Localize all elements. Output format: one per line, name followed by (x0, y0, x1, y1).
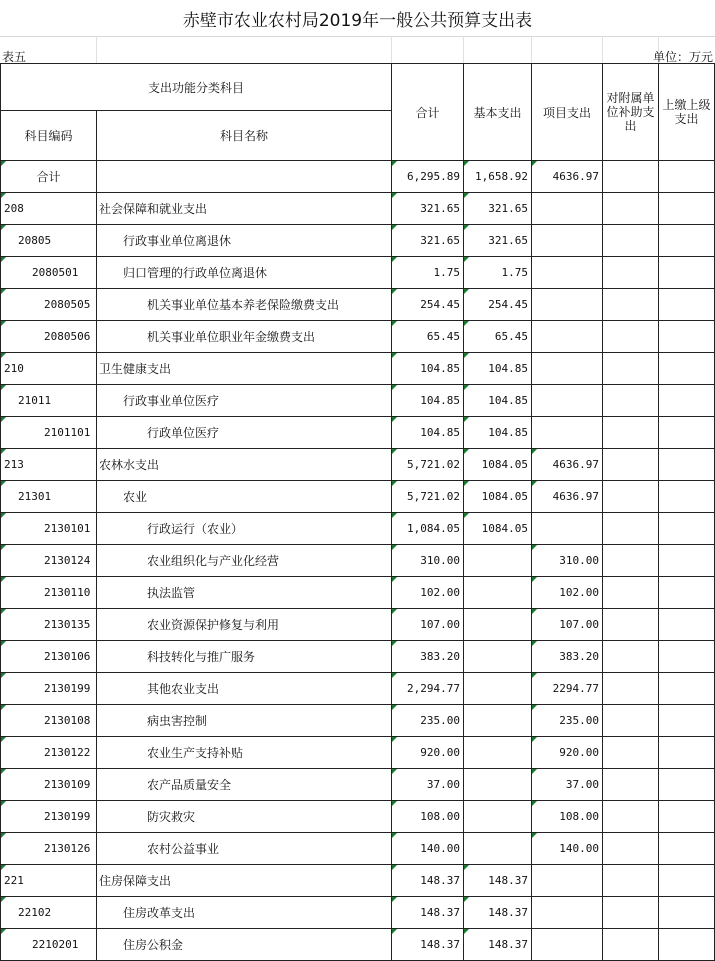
cell-project: 108.00 (532, 801, 603, 833)
cell-name: 卫生健康支出 (97, 353, 392, 385)
cell-total: 254.45 (392, 289, 464, 321)
cell-code: 2210201 (1, 929, 97, 961)
cell-code: 2130124 (1, 545, 97, 577)
cell-basic: 148.37 (464, 897, 532, 929)
cell-subsidy (603, 545, 659, 577)
cell-upper (659, 513, 715, 545)
cell-total: 104.85 (392, 385, 464, 417)
cell-total: 140.00 (392, 833, 464, 865)
cell-code: 2130106 (1, 641, 97, 673)
table-label: 表五 (2, 50, 27, 64)
cell-upper (659, 385, 715, 417)
cell-code: 221 (1, 865, 97, 897)
cell-name: 病虫害控制 (97, 705, 392, 737)
cell-total: 5,721.02 (392, 481, 464, 513)
cell-name: 行政事业单位医疗 (97, 385, 392, 417)
cell-upper (659, 833, 715, 865)
cell-upper (659, 865, 715, 897)
cell-upper (659, 225, 715, 257)
cell-basic: 104.85 (464, 417, 532, 449)
cell-basic: 254.45 (464, 289, 532, 321)
table-row (1, 257, 715, 289)
cell-basic (464, 705, 532, 737)
cell-basic (464, 545, 532, 577)
cell-code: 合计 (1, 161, 97, 193)
cell-upper (659, 641, 715, 673)
cell-project (532, 257, 603, 289)
table-row (1, 929, 715, 961)
table-row (1, 225, 715, 257)
cell-total: 2,294.77 (392, 673, 464, 705)
cell-total: 321.65 (392, 225, 464, 257)
cell-subsidy (603, 449, 659, 481)
table-row (1, 737, 715, 769)
cell-subsidy (603, 897, 659, 929)
cell-project (532, 929, 603, 961)
cell-name (97, 161, 392, 193)
cell-basic (464, 673, 532, 705)
cell-upper (659, 353, 715, 385)
table-row (1, 449, 715, 481)
cell-subsidy (603, 833, 659, 865)
cell-name: 其他农业支出 (97, 673, 392, 705)
cell-upper (659, 193, 715, 225)
cell-code: 2130199 (1, 801, 97, 833)
cell-name: 防灾救灾 (97, 801, 392, 833)
cell-total: 1.75 (392, 257, 464, 289)
table-row (1, 385, 715, 417)
table-row (1, 481, 715, 513)
cell-upper (659, 545, 715, 577)
table-row (1, 609, 715, 641)
header-upper: 上缴上级支出 (659, 64, 715, 161)
cell-upper (659, 609, 715, 641)
cell-basic: 104.85 (464, 353, 532, 385)
table-body (1, 161, 715, 961)
cell-code: 2130110 (1, 577, 97, 609)
cell-subsidy (603, 609, 659, 641)
header-code: 科目编码 (1, 111, 97, 161)
cell-project (532, 865, 603, 897)
cell-upper (659, 801, 715, 833)
cell-subsidy (603, 737, 659, 769)
cell-code: 2080501 (1, 257, 97, 289)
cell-name: 住房保障支出 (97, 865, 392, 897)
table-row (1, 417, 715, 449)
cell-code: 2130122 (1, 737, 97, 769)
cell-upper (659, 289, 715, 321)
cell-upper (659, 449, 715, 481)
cell-upper (659, 705, 715, 737)
cell-upper (659, 673, 715, 705)
cell-basic: 1084.05 (464, 481, 532, 513)
cell-name: 机关事业单位基本养老保险缴费支出 (97, 289, 392, 321)
cell-subsidy (603, 321, 659, 353)
cell-total: 6,295.89 (392, 161, 464, 193)
cell-basic (464, 609, 532, 641)
cell-total: 321.65 (392, 193, 464, 225)
table-meta-row (0, 36, 715, 64)
cell-subsidy (603, 193, 659, 225)
table-row (1, 577, 715, 609)
cell-basic: 148.37 (464, 929, 532, 961)
cell-subsidy (603, 865, 659, 897)
cell-code: 21301 (1, 481, 97, 513)
table-row (1, 289, 715, 321)
cell-subsidy (603, 929, 659, 961)
cell-name: 农村公益事业 (97, 833, 392, 865)
cell-subsidy (603, 513, 659, 545)
cell-upper (659, 737, 715, 769)
cell-name: 农产品质量安全 (97, 769, 392, 801)
cell-upper (659, 417, 715, 449)
cell-project (532, 417, 603, 449)
cell-name: 行政单位医疗 (97, 417, 392, 449)
cell-project: 235.00 (532, 705, 603, 737)
cell-name: 行政事业单位离退休 (97, 225, 392, 257)
cell-code: 2130109 (1, 769, 97, 801)
cell-upper (659, 929, 715, 961)
cell-code: 210 (1, 353, 97, 385)
cell-subsidy (603, 225, 659, 257)
cell-upper (659, 481, 715, 513)
cell-project: 37.00 (532, 769, 603, 801)
cell-basic (464, 577, 532, 609)
table-row (1, 641, 715, 673)
cell-basic: 65.45 (464, 321, 532, 353)
cell-basic: 1084.05 (464, 449, 532, 481)
cell-basic: 148.37 (464, 865, 532, 897)
cell-project: 107.00 (532, 609, 603, 641)
cell-total: 310.00 (392, 545, 464, 577)
table-row (1, 673, 715, 705)
cell-subsidy (603, 769, 659, 801)
table-row (1, 193, 715, 225)
cell-project: 920.00 (532, 737, 603, 769)
budget-table (0, 63, 715, 961)
cell-total: 102.00 (392, 577, 464, 609)
cell-subsidy (603, 481, 659, 513)
cell-project (532, 897, 603, 929)
cell-project: 4636.97 (532, 161, 603, 193)
cell-code: 2080505 (1, 289, 97, 321)
cell-code: 208 (1, 193, 97, 225)
cell-project: 383.20 (532, 641, 603, 673)
cell-total: 5,721.02 (392, 449, 464, 481)
cell-project: 140.00 (532, 833, 603, 865)
cell-project (532, 193, 603, 225)
cell-project: 4636.97 (532, 481, 603, 513)
table-row (1, 161, 715, 193)
cell-basic (464, 737, 532, 769)
table-row (1, 801, 715, 833)
cell-code: 2101101 (1, 417, 97, 449)
cell-basic (464, 801, 532, 833)
cell-project: 2294.77 (532, 673, 603, 705)
cell-upper (659, 769, 715, 801)
cell-total: 1,084.05 (392, 513, 464, 545)
cell-project (532, 225, 603, 257)
cell-code: 213 (1, 449, 97, 481)
cell-code: 2130101 (1, 513, 97, 545)
cell-total: 37.00 (392, 769, 464, 801)
header-name: 科目名称 (97, 111, 392, 161)
cell-subsidy (603, 289, 659, 321)
cell-subsidy (603, 161, 659, 193)
cell-total: 104.85 (392, 417, 464, 449)
cell-project (532, 289, 603, 321)
cell-basic (464, 641, 532, 673)
cell-subsidy (603, 801, 659, 833)
cell-basic: 1.75 (464, 257, 532, 289)
cell-name: 农业组织化与产业化经营 (97, 545, 392, 577)
table-row (1, 513, 715, 545)
cell-name: 机关事业单位职业年金缴费支出 (97, 321, 392, 353)
cell-name: 行政运行（农业） (97, 513, 392, 545)
cell-basic: 104.85 (464, 385, 532, 417)
table-row (1, 353, 715, 385)
cell-upper (659, 321, 715, 353)
cell-total: 107.00 (392, 609, 464, 641)
table-row (1, 769, 715, 801)
cell-basic: 1084.05 (464, 513, 532, 545)
cell-total: 148.37 (392, 929, 464, 961)
header-category: 支出功能分类科目 (1, 64, 392, 111)
cell-upper (659, 161, 715, 193)
cell-subsidy (603, 641, 659, 673)
cell-upper (659, 897, 715, 929)
cell-total: 148.37 (392, 897, 464, 929)
table-row (1, 897, 715, 929)
cell-name: 科技转化与推广服务 (97, 641, 392, 673)
cell-basic (464, 769, 532, 801)
cell-name: 社会保障和就业支出 (97, 193, 392, 225)
cell-subsidy (603, 705, 659, 737)
table-row (1, 865, 715, 897)
cell-upper (659, 257, 715, 289)
cell-code: 21011 (1, 385, 97, 417)
cell-code: 2130126 (1, 833, 97, 865)
cell-subsidy (603, 417, 659, 449)
cell-total: 148.37 (392, 865, 464, 897)
cell-name: 农业 (97, 481, 392, 513)
cell-total: 104.85 (392, 353, 464, 385)
cell-basic: 321.65 (464, 193, 532, 225)
cell-name: 农林水支出 (97, 449, 392, 481)
cell-code: 22102 (1, 897, 97, 929)
cell-basic (464, 833, 532, 865)
cell-subsidy (603, 385, 659, 417)
cell-code: 20805 (1, 225, 97, 257)
cell-basic: 321.65 (464, 225, 532, 257)
cell-project (532, 321, 603, 353)
cell-total: 235.00 (392, 705, 464, 737)
cell-total: 65.45 (392, 321, 464, 353)
header-basic: 基本支出 (464, 64, 532, 161)
cell-project (532, 353, 603, 385)
cell-subsidy (603, 577, 659, 609)
cell-subsidy (603, 257, 659, 289)
cell-project (532, 385, 603, 417)
cell-name: 住房改革支出 (97, 897, 392, 929)
cell-project: 310.00 (532, 545, 603, 577)
table-row (1, 321, 715, 353)
cell-code: 2130135 (1, 609, 97, 641)
cell-project: 4636.97 (532, 449, 603, 481)
table-row (1, 705, 715, 737)
cell-name: 执法监管 (97, 577, 392, 609)
cell-project (532, 513, 603, 545)
cell-upper (659, 577, 715, 609)
cell-code: 2080506 (1, 321, 97, 353)
cell-total: 920.00 (392, 737, 464, 769)
page-title: 赤壁市农业农村局2019年一般公共预算支出表 (0, 0, 715, 37)
cell-name: 住房公积金 (97, 929, 392, 961)
header-subsidy: 对附属单位补助支出 (603, 64, 659, 161)
cell-subsidy (603, 673, 659, 705)
header-project: 项目支出 (532, 64, 603, 161)
table-row (1, 545, 715, 577)
cell-subsidy (603, 353, 659, 385)
cell-code: 2130199 (1, 673, 97, 705)
cell-total: 383.20 (392, 641, 464, 673)
cell-name: 农业资源保护修复与利用 (97, 609, 392, 641)
cell-name: 农业生产支持补贴 (97, 737, 392, 769)
cell-total: 108.00 (392, 801, 464, 833)
header-total: 合计 (392, 64, 464, 161)
table-row (1, 833, 715, 865)
cell-name: 归口管理的行政单位离退休 (97, 257, 392, 289)
cell-project: 102.00 (532, 577, 603, 609)
cell-basic: 1,658.92 (464, 161, 532, 193)
unit-label: 单位：万元 (652, 50, 713, 64)
cell-code: 2130108 (1, 705, 97, 737)
